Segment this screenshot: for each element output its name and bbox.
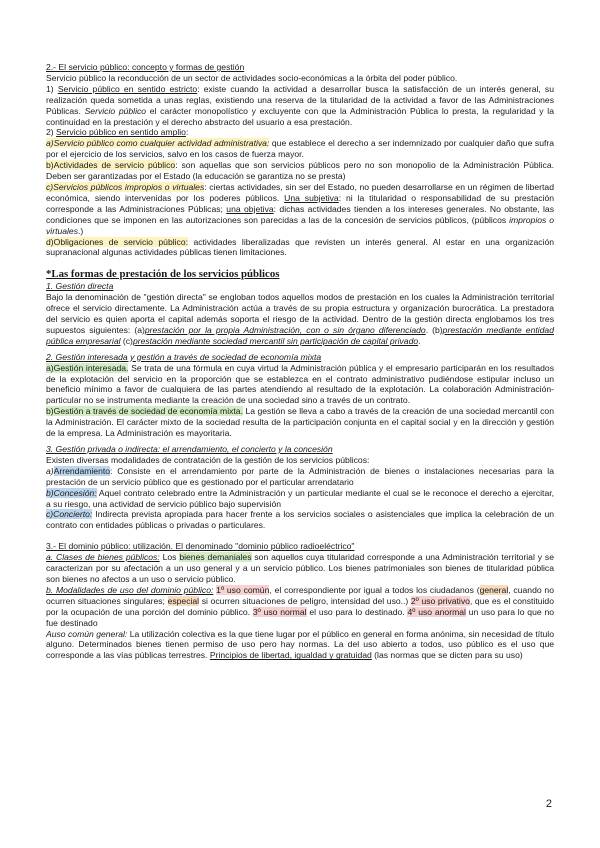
item-b-actividades-servicio: b)Actividades de servicio público: son aquellas que son servicios públicos pero no son monopolio de la Administración Pública. Deben ser garantizadas por el Estado (la educación se garantiza no se presta) <box>46 160 554 182</box>
page-number: 2 <box>545 798 552 810</box>
concesion-text: b)Concesión: Aquel contrato celebrado entre la Administración y un particular mediante el cual se le reconoce el derecho a ejercitar, a su riesgo, una actividad de servicio público bajo supervisión <box>46 487 554 509</box>
item-c-servicios-impropios: c)Servicios públicos impropios o virtuales: ciertas actividades, sin ser del Estado, no pueden desarrollarse en un régimen de libertad económica, siendo intervenidas por los poderes públicos. Una subjetiva: ni la titularidad o responsabilidad de su prestación corresponde a las Administraciones Públicas; una objetiva: dichas actividades tienden a los intereses generales. No obstante, las condiciones que se imponen en las autorizaciones son parecidas a las de la concesión de servicios públicos, (públicos impropios o virtuales.) <box>46 181 555 236</box>
concierto-text: c)Concierto: Indirecta prevista apropiada para hacer frente a los servicios sociales o asistenciales que implica la celebración de un contrato con entidades públicas o privadas o particulares. <box>46 509 554 531</box>
formas-prestacion-title: *Las formas de prestación de los servicios públicos <box>46 268 280 281</box>
uso-comun-general-text: Auso común general: La utilización colectiva es la que tiene lugar por el público en general en forma anónima, sin necesidad de título alguno. Determinados bienes tienen permiso de uso pero hay normas. La del uso abierto a todos, uso público es el uso que corresponde a las vías públicas terrestres. Principios de libertad, igualdad y gratuidad (las normas que se dicten para su uso) <box>46 628 554 661</box>
arrendamiento-text: a)Arrendamiento: Consiste en el arrendamiento por parte de la Administración de bienes o instalaciones necesarias para la prestación de un servicio público que es gestionado por el particular arrendatario <box>46 465 554 487</box>
item-a-actividad-administrativa: a)Servicio público como cualquier actividad administrativa: que establece el derecho a ser indemnizado por cualquier daño que sufra por el ejercicio de los servicios, salvo en los casos de fuerza mayor. <box>46 138 555 160</box>
section-2-intro: Servicio público la reconducción de un sector de actividades socio-económicas a la órbita del poder público. <box>46 72 458 83</box>
gestion-indirecta-intro: Existen diversas modalidades de contratación de la gestión de los servicios públicos: <box>46 454 370 465</box>
section-2-title: 2.- El servicio público: concepto y formas de gestión <box>46 62 245 72</box>
document-page <box>46 62 554 661</box>
gestion-directa-text: Bajo la denominación de "gestión directa" se engloban todos aquellos modos de prestación en los cuales la Administración territorial ofrece el servicio directamente. La Administración actúa a través de su propia estructura y organización burocrática. La prestadora del servicio es quien aporta el capital además soporta el riesgo de la actividad. Dentro de la gestión directa englobamos los tres supuestos siguientes: (a)prestación por la propia Administración, con o sin órgano diferenciado. (b)prestación mediante entidad pública empresarial (c)prestación mediante sociedad mercantil sin participación de capital privado. <box>46 292 554 346</box>
gestion-interesada-text: a)Gestión interesada. Se trata de una fórmula en cuya virtud la Administración pública y el empresario participarán en los resultados de la explotación del servicio en la proporción que se establezca en el contrato administrativo pudiéndose estipular incluso un beneficio mínimo a favor de cualquiera de las partes atendiendo al resultado de la explotación. La colaboración Administración-particular no se instrumenta mediante la creación de una sociedad sino a través de un contrato. <box>46 362 554 406</box>
paragraph-sentido-amplio: 2) Servicio público en sentido amplio: <box>46 127 189 138</box>
clases-bienes-text: a. Clases de bienes públicos: Los bienes demaniales son aquellos cuya titularidad corresponde a una Administración territorial y se caracterizan por su afectación a un uso general y a un servicio público. Los bienes patrimoniales son bienes de titularidad pública son bienes no afectos a un uso o servicio público. <box>46 552 554 584</box>
paragraph-sentido-estricto: 1) Servicio público en sentido estricto: existe cuando la actividad a desarrollar busca la satisfacción de un interés general, su realización queda sometida a unas reglas, existiendo una reserva de la titularidad de la actividad a favor de las Administraciones Públicas. Servicio público el carácter monopolístico y excluyente con que la Administración Pública lo presta, la regularidad y la continuidad en la prestación y el derecho abstracto del usuario a esa prestación. <box>46 83 555 127</box>
gestion-directa-title: 1. Gestión directa <box>46 281 114 292</box>
gestion-interesada-title: 2. Gestión interesada y gestión a través de sociedad de economía mixta <box>46 351 322 362</box>
gestion-indirecta-title: 3. Gestión privada o indirecta: el arrendamiento, el concierto y la concesión <box>46 444 333 454</box>
section-3-title: 3.- El dominio público: utilización. El denominado "dominio público radioeléctrico" <box>46 541 355 552</box>
item-d-obligaciones: d)Obligaciones de servicio público: actividades liberalizadas que revisten un interés general. Al estar en una organización supranacional algunas actividades públicas tienen limitaciones. <box>46 236 555 258</box>
sociedad-economia-mixta-text: b)Gestión a través de sociedad de economía mixta. La gestión se lleva a cabo a través de la creación de una sociedad mercantil con la Administración. El carácter mixto de la sociedad resulta de la participación conjunta en el capital social y en la dirección y gestión de la empresa. La Administración es mayoritaria. <box>46 406 554 439</box>
modalidades-uso-text: b. Modalidades de uso del dominio público: 1º uso común, el correspondiente por igual a todos los ciudadanos (general, cuando no ocurren situaciones singulares; especial si ocurren situaciones de peligro, intensidad del uso..) 2º uso privativo, que es el constituido por la ocupación de una porción del dominio público. 3º uso normal el uso para lo destinado. 4º uso anormal un uso para lo que no fue destinado <box>46 584 554 628</box>
